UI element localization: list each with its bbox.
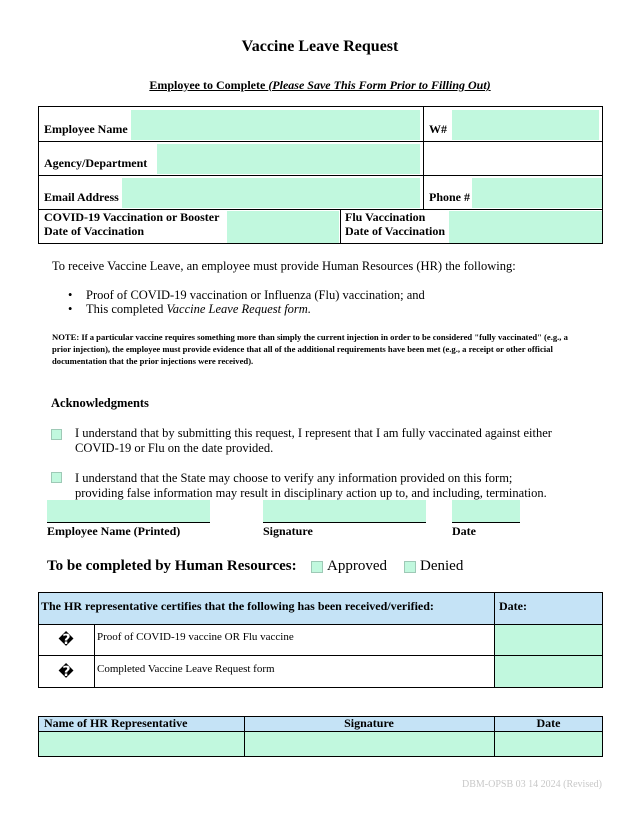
subtitle-main: Employee to Complete	[149, 78, 269, 92]
hr-section-heading: To be completed by Human Resources:	[47, 558, 297, 574]
denied-checkbox[interactable]	[404, 561, 416, 573]
acknowledgments-heading: Acknowledgments	[51, 396, 149, 410]
employee-name-field[interactable]	[131, 110, 420, 140]
hr-rep-date-header: Date	[536, 716, 561, 730]
covid-vaccination-label: COVID-19 Vaccination or Booster	[44, 210, 220, 224]
agency-department-field[interactable]	[157, 144, 420, 174]
verify-item-proof: Proof of COVID-19 vaccine OR Flu vaccine	[97, 631, 294, 643]
hr-rep-name-header: Name of HR Representative	[44, 716, 188, 730]
signature-line	[47, 522, 210, 523]
subtitle-italic: (Please Save This Form Prior to Filling Out)	[268, 78, 491, 92]
agency-department-label: Agency/Department	[44, 156, 148, 170]
denied-label: Denied	[420, 558, 464, 574]
divider	[494, 592, 495, 688]
employee-name-label: Employee Name	[44, 122, 128, 136]
divider	[38, 655, 603, 656]
instructions-intro: To receive Vaccine Leave, an employee must provide Human Resources (HR) the following:	[52, 259, 516, 273]
employee-date-field[interactable]	[452, 500, 520, 522]
divider	[38, 731, 603, 732]
flu-date-label: Date of Vaccination	[345, 224, 445, 238]
signature-label: Signature	[263, 524, 313, 538]
ack-verify-checkbox[interactable]	[51, 472, 62, 483]
form-subtitle	[0, 78, 640, 93]
employee-name-printed-label: Employee Name (Printed)	[47, 524, 181, 538]
w-number-field[interactable]	[452, 110, 599, 140]
phone-field[interactable]	[472, 178, 602, 208]
ack-vaccinated-line2: COVID-19 or Flu on the date provided.	[75, 441, 274, 455]
ack-vaccinated-checkbox[interactable]	[51, 429, 62, 440]
bullet-form-italic: Vaccine Leave Request form.	[166, 302, 311, 316]
ack-verify-line1: I understand that the State may choose to verify any information provided on this form;	[75, 471, 513, 485]
bullet-dot: •	[68, 288, 73, 302]
bullet-dot: •	[68, 302, 73, 316]
verify-item-form: Completed Vaccine Leave Request form	[97, 663, 275, 675]
ack-verify-line2: providing false information may result in disciplinary action up to, and including, termination.	[75, 486, 547, 500]
hr-rep-signature-header: Signature	[344, 716, 394, 730]
signature-line	[263, 522, 426, 523]
page-title: Vaccine Leave Request	[241, 38, 399, 55]
covid-date-label: Date of Vaccination	[44, 224, 144, 238]
hr-table-header: The HR representative certifies that the following has been received/verified:	[41, 599, 434, 613]
phone-label: Phone #	[429, 190, 471, 204]
flu-vaccination-label: Flu Vaccination	[345, 210, 426, 224]
covid-vaccination-date-field[interactable]	[227, 211, 339, 243]
hr-date-header: Date:	[499, 599, 527, 613]
w-number-label: W#	[429, 122, 447, 136]
divider	[38, 175, 603, 176]
employee-signature-field[interactable]	[263, 500, 426, 522]
verify-checkmark-placeholder[interactable]: �	[58, 663, 74, 680]
divider	[38, 141, 603, 142]
bullet-form-prefix: This completed	[86, 302, 167, 316]
email-address-field[interactable]	[122, 178, 420, 208]
bullet-item-proof: Proof of COVID-19 vaccination or Influenza (Flu) vaccination; and	[86, 288, 425, 302]
signature-line	[452, 522, 520, 523]
employee-name-printed-field[interactable]	[47, 500, 210, 522]
divider	[38, 624, 603, 625]
flu-vaccination-date-field[interactable]	[449, 211, 602, 243]
divider	[423, 106, 424, 209]
form-revision-footer: DBM-OPSB 03 14 2024 (Revised)	[461, 779, 602, 790]
divider	[340, 209, 341, 244]
divider	[94, 624, 95, 688]
approved-label: Approved	[327, 558, 387, 574]
ack-vaccinated-line1: I understand that by submitting this request, I represent that I am fully vaccinated against either	[75, 426, 552, 440]
verify-checkmark-placeholder[interactable]: �	[58, 631, 74, 648]
email-address-label: Email Address	[44, 190, 119, 204]
date-label: Date	[452, 524, 476, 538]
bullet-item-form	[86, 302, 311, 317]
note-text: NOTE: If a particular vaccine requires something more than simply the current injection in order to be considered "fully vaccinated" (e.g., a prior injection), the employee must provide evidence that all of the additional requirements have been met (e.g., a receipt or other official documentation that the prior injections were received).	[52, 332, 568, 366]
approved-checkbox[interactable]	[311, 561, 323, 573]
